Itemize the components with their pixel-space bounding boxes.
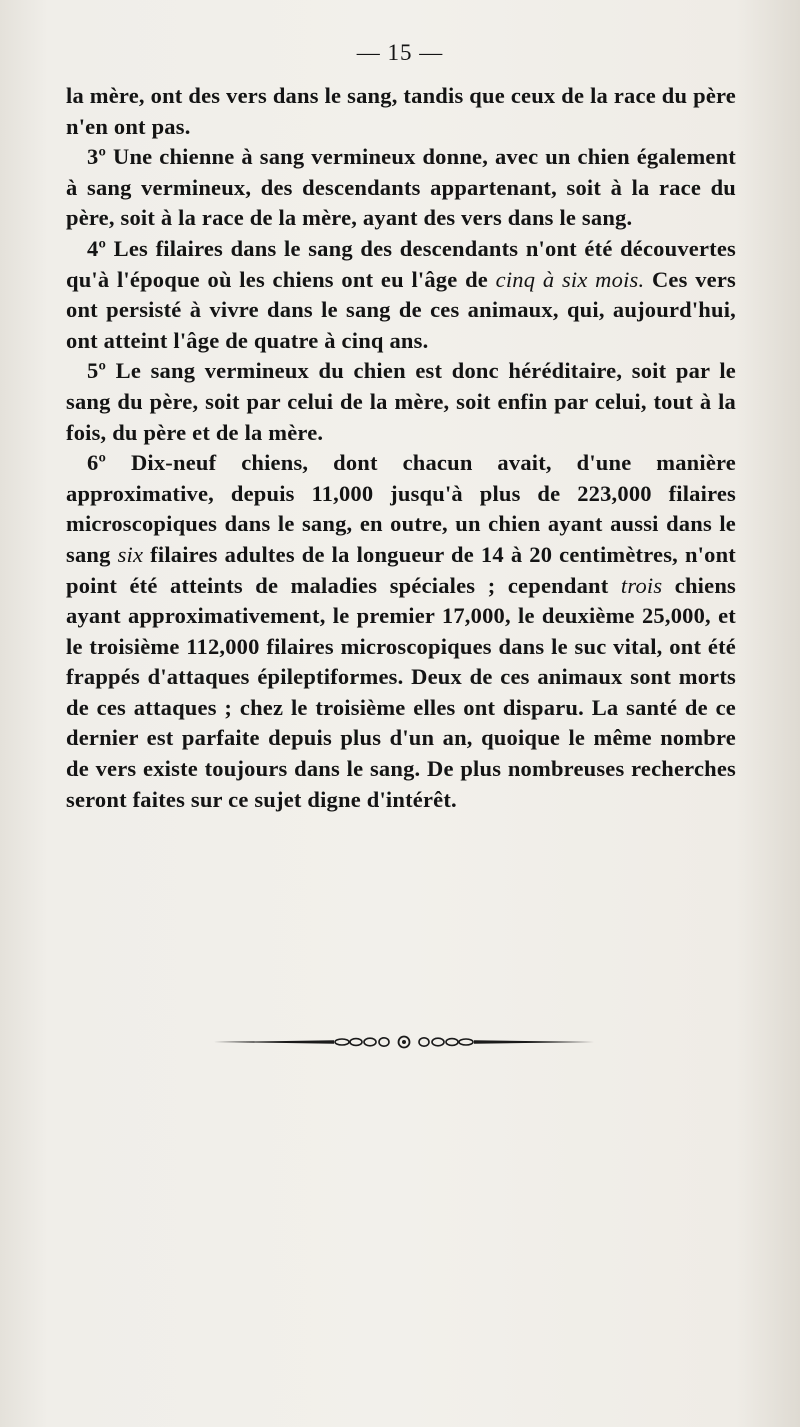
typographic-rule-ornament: [214, 1034, 594, 1050]
paragraph-item-6-italic: six: [117, 541, 144, 567]
paragraph-item-4-text-end: Ces vers ont persisté à vivre dans le sang de ces animaux, qui, aujourd'hui, ont atteint l'âge de quatre à cinq ans.: [66, 266, 736, 353]
paragraph-item-3: 3º Une chienne à sang vermineux donne, avec un chien également à sang vermineux, des descendants appartenant, soit à la race du père, soit à la race de la mère, ayant des vers dans le sang.: [66, 144, 736, 231]
paragraph-item-4-italic: cinq à six mois.: [495, 266, 645, 292]
paragraph-item-4-text: 4º Les filaires dans le sang des descendants n'ont été découvertes qu'à l'époque où les chiens ont eu l'âge de: [66, 235, 736, 292]
paragraph-item-6-text-middle: filaires adultes de la longueur de 14 à 20 centimètres, n'ont point été atteints de maladies spéciales ; cependant: [66, 541, 736, 598]
paragraph-item-6-text: 6º Dix-neuf chiens, dont chacun avait, d'une manière approximative, depuis 11,000 jusqu'à plus de 223,000 filaires microscopiques dans le sang, en outre, un chien ayant aussi dans le sang: [66, 450, 736, 567]
paragraph-item-5: 5º Le sang vermineux du chien est donc héréditaire, soit par le sang du père, soit par celui de la mère, soit enfin par celui, tout à la fois, du père et de la mère.: [66, 358, 736, 445]
paragraph-item-4: [66, 234, 736, 356]
paragraph-item-6-italic-2: trois: [620, 572, 663, 598]
paragraph-continuation: la mère, ont des vers dans le sang, tandis que ceux de la race du père n'en ont pas.: [66, 83, 736, 139]
paragraph-item-6: [66, 448, 736, 815]
page-number: — 15 —: [356, 40, 444, 65]
paragraph-item-6-text-end: chiens ayant approximativement, le premier 17,000, le deuxième 25,000, et le troisième 112,000 filaires microscopiques dans le suc vital, ont été frappés d'attaques épileptiformes. Deux de ces animaux sont morts de ces attaques ; chez le troisième elles ont disparu. La santé de ce dernier est parfaite depuis plus d'un an, quoique le même nombre de vers existe toujours dans le sang. De plus nombreuses recherches seront faites sur ce sujet digne d'intérêt.: [66, 572, 736, 812]
body-text: [66, 81, 736, 815]
